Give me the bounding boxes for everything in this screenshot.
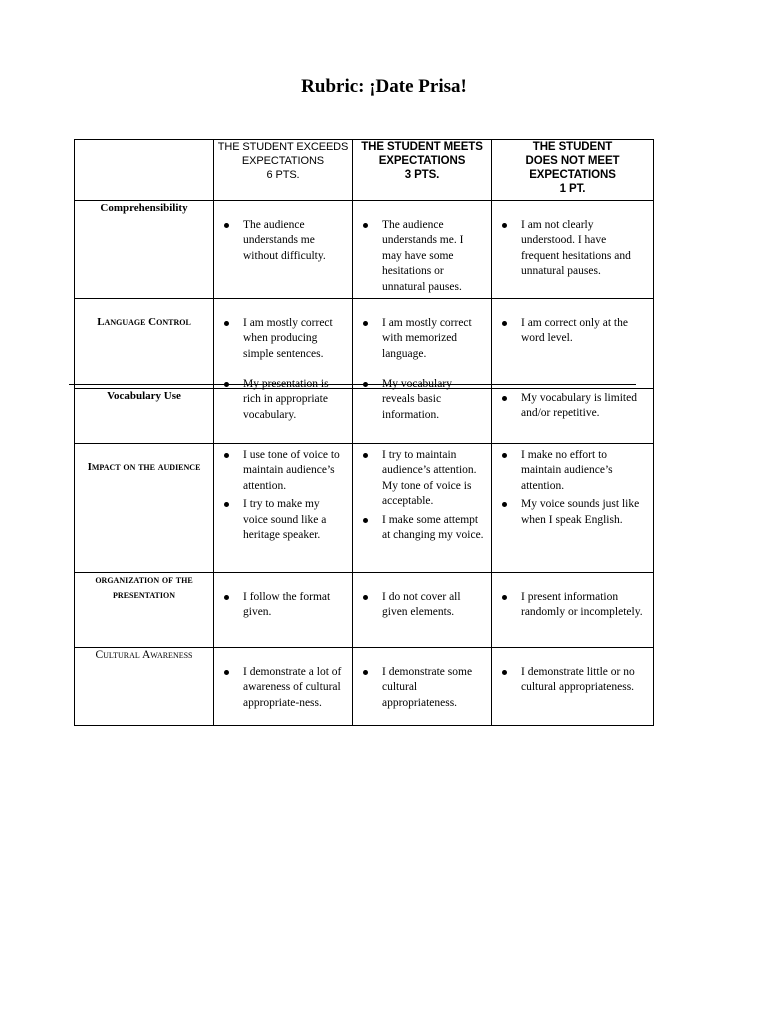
column-header-does-not-meet: THE STUDENT DOES NOT MEET EXPECTATIONS 1 PT. xyxy=(492,140,654,201)
row-label-impact-on-audience: Impact on the audience xyxy=(75,444,214,573)
cell-exceeds xyxy=(214,573,353,648)
cell-exceeds xyxy=(214,444,353,573)
cell-does-not-meet xyxy=(492,201,654,299)
criterion-item: The audience understands me. I may have some hesitations or unnatural pauses. xyxy=(359,218,485,295)
criterion-item: I make some attempt at changing my voice. xyxy=(359,513,485,544)
corner-cell xyxy=(75,140,214,201)
row-label-organization: organization of the presentation xyxy=(75,573,214,648)
criterion-item: My voice sounds just like when I speak English. xyxy=(498,497,647,528)
page-title: Rubric: ¡Date Prisa! xyxy=(301,76,467,97)
cell-does-not-meet xyxy=(492,444,654,573)
cell-exceeds xyxy=(214,201,353,299)
criterion-item: I follow the format given. xyxy=(220,590,346,621)
criterion-item: I try to maintain audience’s attention. My tone of voice is acceptable. xyxy=(359,448,485,510)
criterion-item: I demonstrate a lot of awareness of cultural appropriate-ness. xyxy=(220,665,346,711)
header-row xyxy=(75,140,654,201)
cell-meets xyxy=(353,299,492,389)
row-label-language-control: Language Control xyxy=(75,299,214,389)
cell-meets xyxy=(353,378,492,444)
row-label-vocabulary-use: Vocabulary Use xyxy=(75,389,214,444)
row-label-comprehensibility: Comprehensibility xyxy=(75,201,214,299)
criterion-item: I demonstrate little or no cultural appropriateness. xyxy=(498,665,647,696)
cell-exceeds xyxy=(214,299,353,389)
criterion-item: I use tone of voice to maintain audience’s attention. xyxy=(220,448,346,494)
rubric-row-vocabulary-use xyxy=(75,389,654,444)
criterion-item: My vocabulary reveals basic information. xyxy=(359,377,485,423)
row-label-cultural-awareness: Cultural Awareness xyxy=(75,648,214,726)
cell-meets xyxy=(353,444,492,573)
criterion-item: I am mostly correct with memorized language. xyxy=(359,316,485,362)
criterion-item: I try to make my voice sound like a heritage speaker. xyxy=(220,497,346,543)
cell-meets xyxy=(353,648,492,726)
column-header-meets: THE STUDENT MEETS EXPECTATIONS 3 PTS. xyxy=(353,140,492,201)
cell-does-not-meet xyxy=(492,648,654,726)
criterion-item: I demonstrate some cultural appropriateness. xyxy=(359,665,485,711)
criterion-item: I am correct only at the word level. xyxy=(498,316,647,347)
cell-meets xyxy=(353,573,492,648)
rubric-row-cultural-awareness xyxy=(75,648,654,726)
rubric-row-language-control xyxy=(75,299,654,389)
cell-does-not-meet xyxy=(492,389,654,444)
rubric-row-organization xyxy=(75,573,654,648)
criterion-item: I am not clearly understood. I have frequent hesitations and unnatural pauses. xyxy=(498,218,647,280)
criterion-item: I present information randomly or incompletely. xyxy=(498,590,647,621)
criterion-item: The audience understands me without difficulty. xyxy=(220,218,346,264)
cell-exceeds xyxy=(214,648,353,726)
criterion-item: I am mostly correct when producing simple sentences. xyxy=(220,316,346,362)
column-header-exceeds: THE STUDENT EXCEEDS EXPECTATIONS 6 PTS. xyxy=(214,140,353,201)
criterion-item: My presentation is rich in appropriate vocabulary. xyxy=(220,377,346,423)
cell-meets xyxy=(353,201,492,299)
rubric-row-comprehensibility xyxy=(75,201,654,299)
rubric-table xyxy=(74,139,654,726)
cell-exceeds xyxy=(214,378,353,444)
criterion-item: I make no effort to maintain audience’s attention. xyxy=(498,448,647,494)
rubric-row-impact-on-audience xyxy=(75,444,654,573)
criterion-item: My vocabulary is limited and/or repetitive. xyxy=(498,391,647,422)
cell-does-not-meet xyxy=(492,573,654,648)
cell-does-not-meet xyxy=(492,299,654,389)
criterion-item: I do not cover all given elements. xyxy=(359,590,485,621)
stray-horizontal-rule xyxy=(69,384,636,385)
